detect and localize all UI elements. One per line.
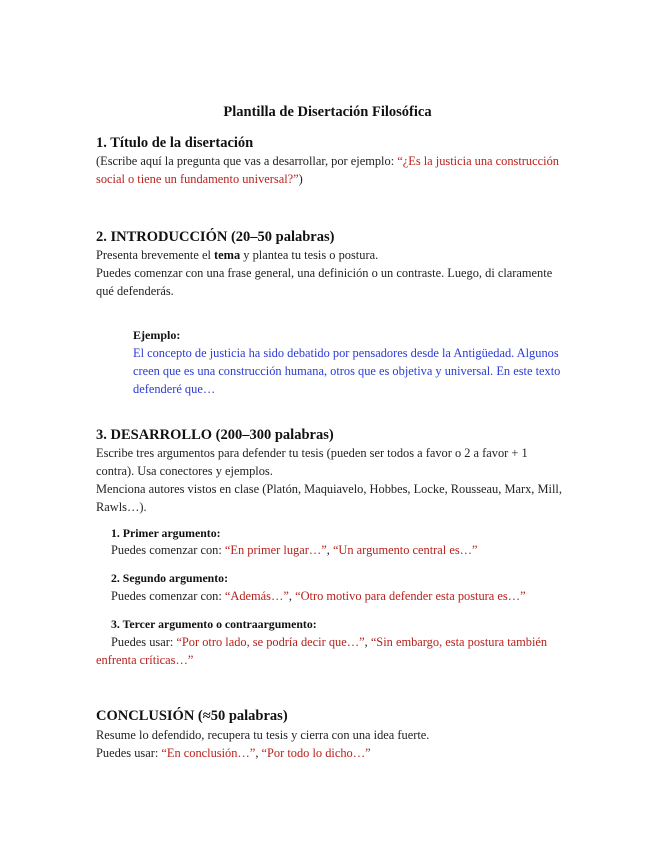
argument-3-lead: Puedes usar: [111,635,177,649]
section-1-close: ) [298,172,303,187]
conclusion-heading: CONCLUSIÓN (≈50 palabras) [96,708,288,724]
argument-1-example-2: “Un argumento central es…” [332,543,478,557]
argument-1-sep: , [326,543,333,557]
section-1-intro: (Escribe aquí la pregunta que vas a desarrollar, por ejemplo: [96,154,398,168]
section-2-bold-term: tema [214,248,241,262]
conclusion-example-1: “En conclusión…” [161,746,256,760]
argument-1-title: 1. Primer argumento: [111,526,221,540]
argument-3-title: 3. Tercer argumento o contraargumento: [111,617,317,631]
argument-3-example-2: “Sin embargo, esta postura también enfrenta críticas…” [96,635,548,668]
document-title: Plantilla de Disertación Filosófica [223,104,432,120]
section-1-example: “¿Es la justicia una construcción social o tiene un fundamento universal?” [96,154,559,187]
argument-3-text [96,633,556,669]
example-text: El concepto de justicia ha sido debatido por pensadores desde la Antigüedad. Algunos creen que es una construcción humana, otros que es objetiva y universal. En este texto defenderé que… [133,346,561,397]
conclusion-example-2: “Por todo lo dicho…” [261,746,371,760]
conclusion-line-2 [96,744,566,762]
argument-2-sep: , [288,589,296,603]
conclusion-sep: , [255,746,262,760]
section-2-line-1 [96,246,566,264]
argument-1-text [96,541,556,559]
argument-2-text [96,587,556,605]
argument-2-example-2: “Otro motivo para defender esta postura es…” [295,589,526,603]
conclusion-line-1: Resume lo defendido, recupera tu tesis y cierra con una idea fuerte. [96,728,430,742]
argument-2-title: 2. Segundo argumento: [111,571,228,585]
argument-2-lead: Puedes comenzar con: [111,589,225,603]
argument-2-example-1: “Además…” [224,589,289,603]
section-1-heading: 1. Título de la disertación [96,135,254,151]
section-3-heading: 3. DESARROLLO (200–300 palabras) [96,427,334,443]
section-2-line-1-b: y plantea tu tesis o postura. [240,248,379,262]
section-2-line-1-a: Presenta brevemente el [96,248,215,262]
section-1-instructions [96,152,566,188]
example-label: Ejemplo: [133,328,181,342]
argument-1-example-1: “En primer lugar…” [224,543,327,557]
conclusion-lead: Puedes usar: [96,746,162,760]
argument-3-example-1: “Por otro lado, se podría decir que…” [176,635,365,649]
section-3-line-1: Escribe tres argumentos para defender tu tesis (pueden ser todos a favor o 2 a favor + 1 contra). Usa conectores y ejemplos. [96,446,528,479]
argument-1-lead: Puedes comenzar con: [111,543,225,557]
section-2-line-2: Puedes comenzar con una frase general, una definición o un contraste. Luego, di claramente qué defenderás. [96,266,553,299]
section-2-heading: 2. INTRODUCCIÓN (20–50 palabras) [96,229,335,245]
argument-3-sep: , [364,635,371,649]
section-3-line-2: Menciona autores vistos en clase (Platón, Maquiavelo, Hobbes, Locke, Rousseau, Marx, Mill, Rawls…). [96,482,562,515]
